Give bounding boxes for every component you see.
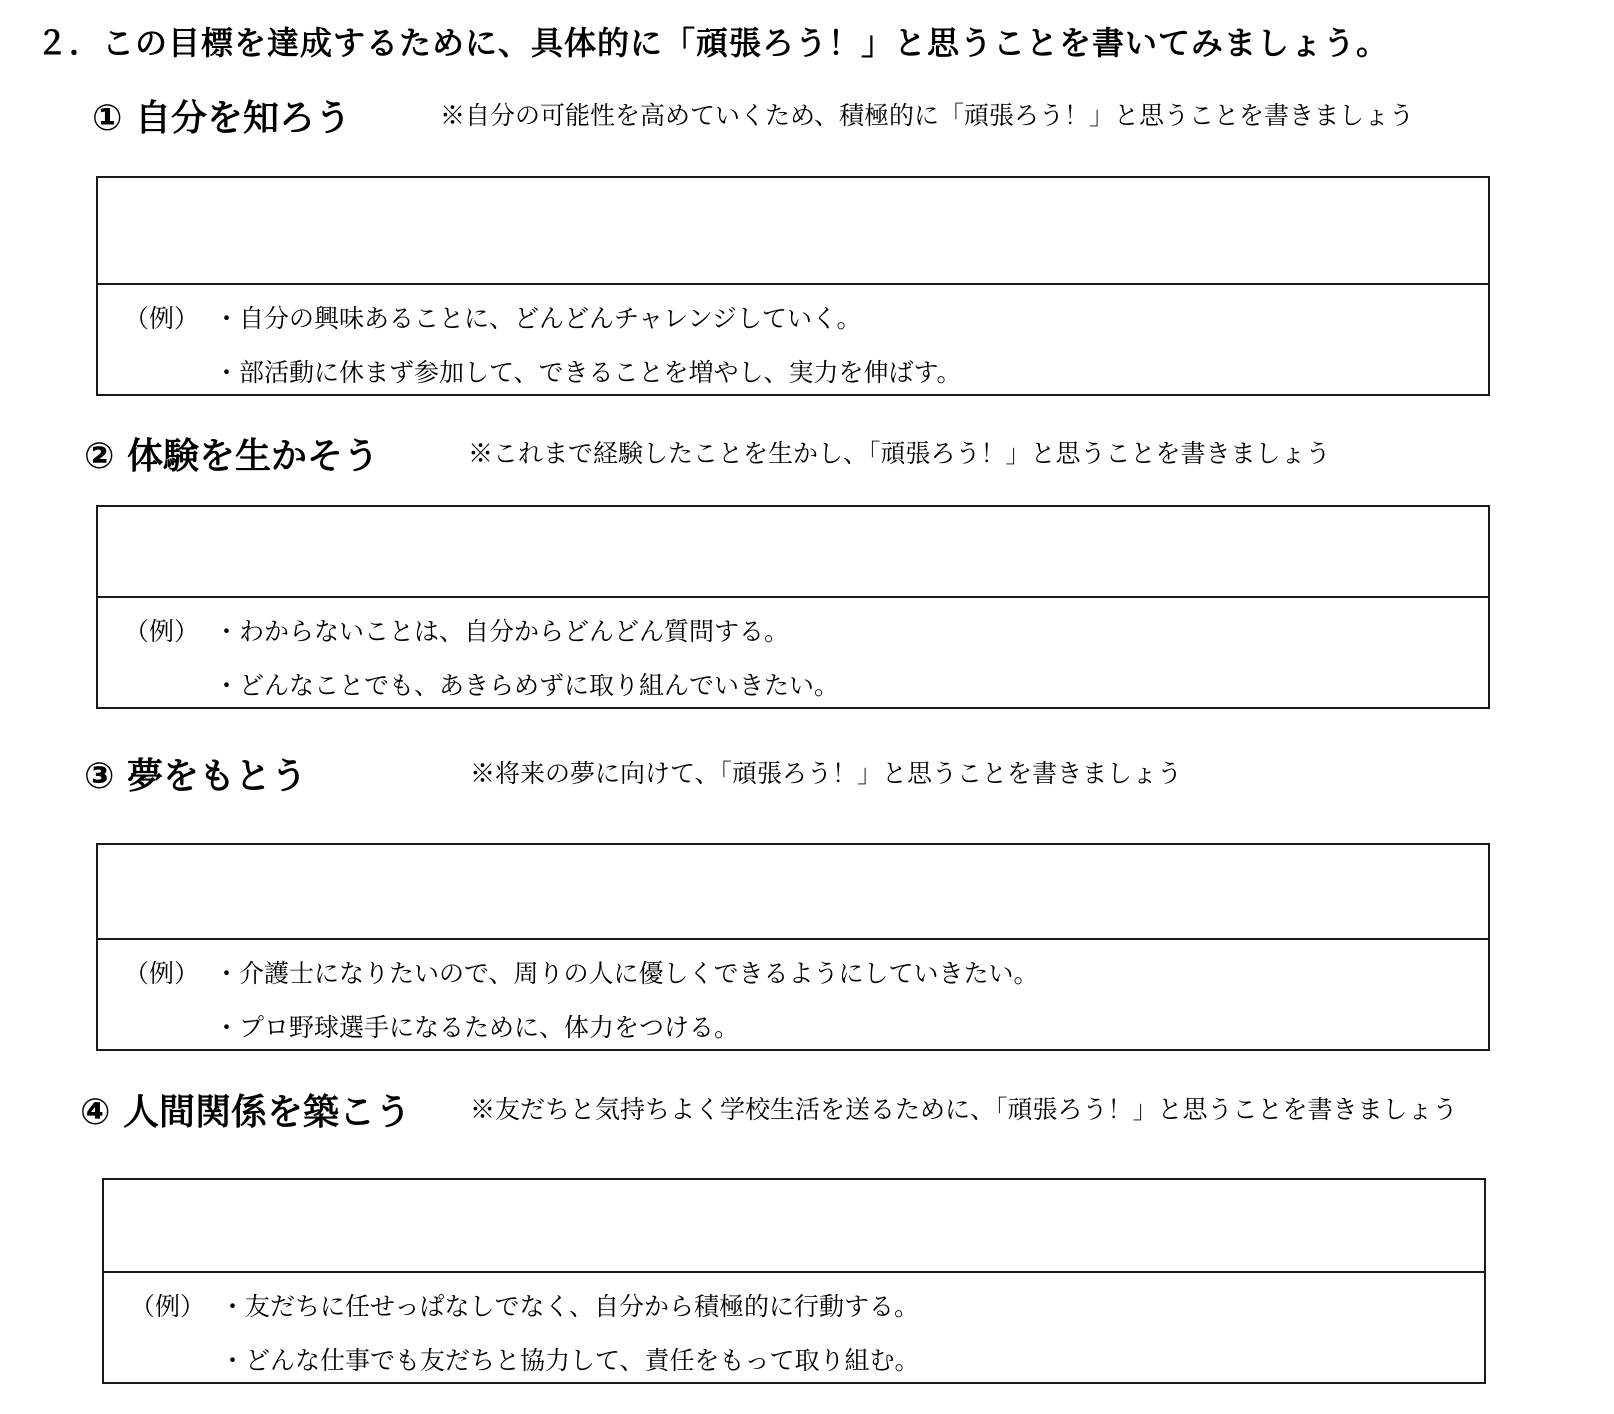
section-4-title: ④ 人間関係を築こう — [80, 1092, 412, 1133]
section-3-example-area — [98, 940, 1488, 1049]
section-1-answer-area[interactable] — [98, 178, 1488, 285]
example-line-1: ・介護士になりたいので、周りの人に優しくできるようにしていきたい。 — [214, 959, 1039, 988]
section-1-example-area — [98, 285, 1488, 394]
example-line-1: ・自分の興味あることに、どんどんチャレンジしていく。 — [214, 304, 862, 333]
section-1-note: ※自分の可能性を高めていくため、積極的に「頑張ろう！」と思うことを書きましょう — [440, 101, 1415, 130]
page-heading: ２．この目標を達成するために、具体的に「頑張ろう！」と思うことを書いてみましょう。 — [36, 24, 1390, 62]
example-line-1: ・友だちに任せっぱなしでなく、自分から積極的に行動する。 — [220, 1292, 920, 1321]
example-line-2: ・部活動に休まず参加して、できることを増やし、実力を伸ばす。 — [214, 358, 962, 387]
example-label: （例） — [124, 959, 200, 988]
example-line-1: ・わからないことは、自分からどんどん質問する。 — [214, 617, 790, 646]
section-3-title: ③ 夢をもとう — [84, 756, 308, 797]
section-4-answer-area[interactable] — [104, 1180, 1484, 1273]
section-2-example-area — [98, 598, 1488, 707]
section-1-box — [96, 176, 1490, 396]
section-3-box — [96, 843, 1490, 1051]
example-label: （例） — [130, 1292, 206, 1321]
section-4-box — [102, 1178, 1486, 1384]
example-line-2: ・プロ野球選手になるために、体力をつける。 — [214, 1013, 740, 1042]
section-3-note: ※将来の夢に向けて、「頑張ろう！」と思うことを書きましょう — [470, 759, 1183, 788]
example-label: （例） — [124, 304, 200, 333]
section-3-answer-area[interactable] — [98, 845, 1488, 940]
section-4-note: ※友だちと気持ちよく学校生活を送るために、「頑張ろう！」と思うことを書きましょう — [470, 1095, 1458, 1124]
example-line-2: ・どんなことでも、あきらめずに取り組んでいきたい。 — [214, 671, 840, 700]
example-label: （例） — [124, 617, 200, 646]
section-2-box — [96, 505, 1490, 709]
example-line-2: ・どんな仕事でも友だちと協力して、責任をもって取り組む。 — [220, 1346, 920, 1375]
section-1-title: ① 自分を知ろう — [92, 98, 352, 139]
section-4-example-area — [104, 1273, 1484, 1382]
section-2-answer-area[interactable] — [98, 507, 1488, 598]
section-2-note: ※これまで経験したことを生かし、「頑張ろう！」と思うことを書きましょう — [468, 439, 1331, 468]
section-2-title: ② 体験を生かそう — [84, 436, 380, 477]
